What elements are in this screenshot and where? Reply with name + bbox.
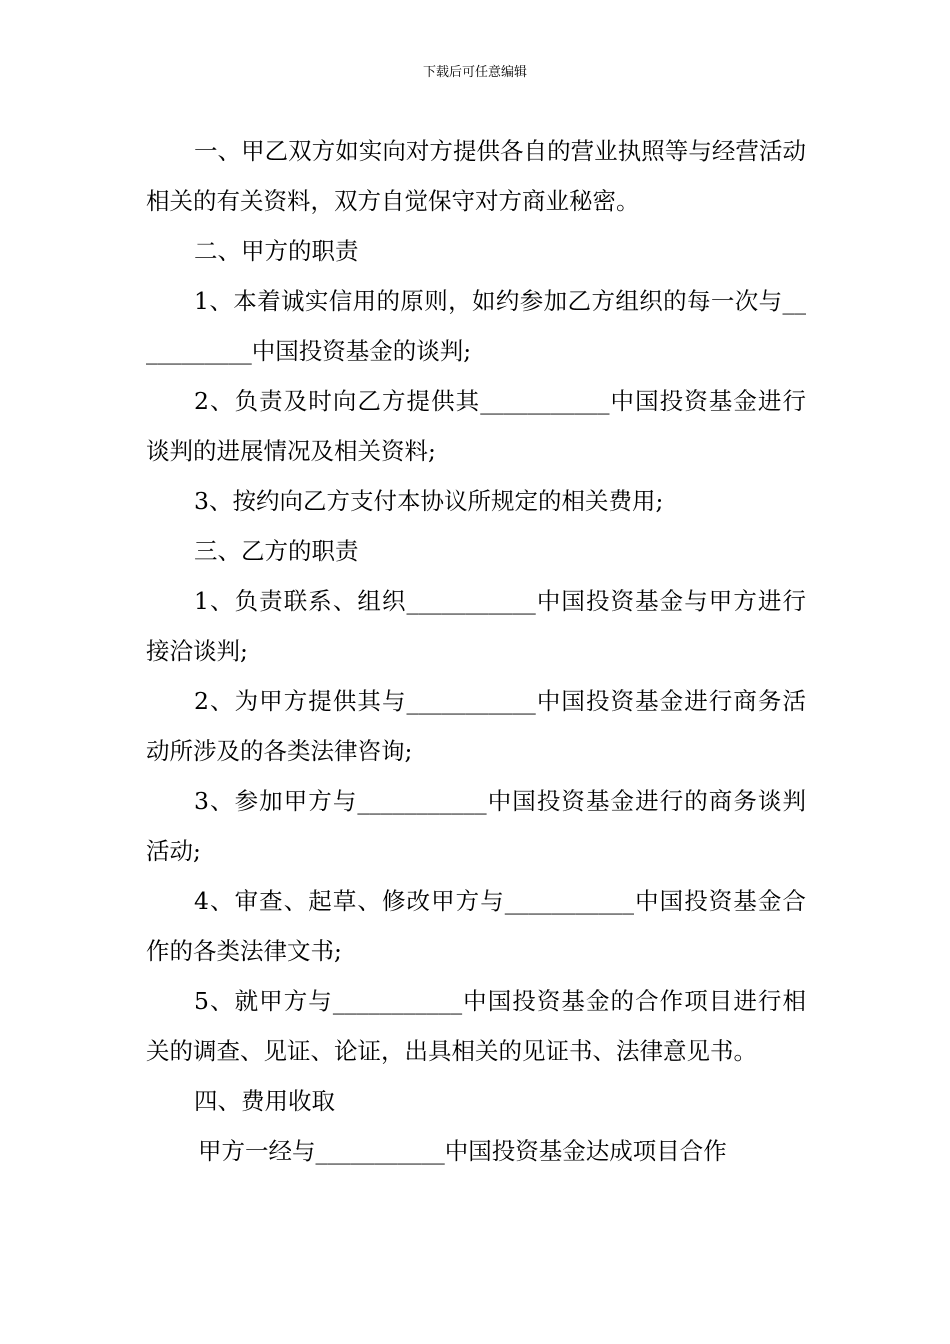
party-b-duty-2: 2、为甲方提供其与___________中国投资基金进行商务活动所涉及的各类法律咨询; [146, 687, 806, 765]
page-header: 下载后可任意编辑 [422, 65, 527, 80]
party-a-duty-1: 1、本着诚实信用的原则，如约参加乙方组织的每一次与___________中国投资基金的谈判; [146, 287, 806, 365]
party-a-duty-2: 2、负责及时向乙方提供其___________中国投资基金进行谈判的进展情况及相关资料; [146, 387, 806, 465]
clause-1-confidentiality: 一、甲乙双方如实向对方提供各自的营业执照等与经营活动相关的有关资料，双方自觉保守对方商业秘密。 [146, 137, 806, 215]
party-b-duty-3: 3、参加甲方与___________中国投资基金进行的商务谈判活动; [146, 787, 806, 865]
document-body [146, 126, 806, 1176]
section-heading-fees: 四、费用收取 [194, 1087, 335, 1115]
party-b-duty-1: 1、负责联系、组织___________中国投资基金与甲方进行接洽谈判; [146, 587, 806, 665]
fees-paragraph: 甲方一经与___________中国投资基金达成项目合作 [198, 1137, 727, 1165]
party-a-duty-3: 3、按约向乙方支付本协议所规定的相关费用; [194, 487, 664, 515]
section-heading-party-a-duties: 二、甲方的职责 [194, 237, 359, 265]
section-heading-party-b-duties: 三、乙方的职责 [194, 537, 359, 565]
party-b-duty-5: 5、就甲方与___________中国投资基金的合作项目进行相关的调查、见证、论证，出具相关的见证书、法律意见书。 [146, 987, 806, 1065]
party-b-duty-4: 4、审查、起草、修改甲方与___________中国投资基金合作的各类法律文书; [146, 887, 806, 965]
